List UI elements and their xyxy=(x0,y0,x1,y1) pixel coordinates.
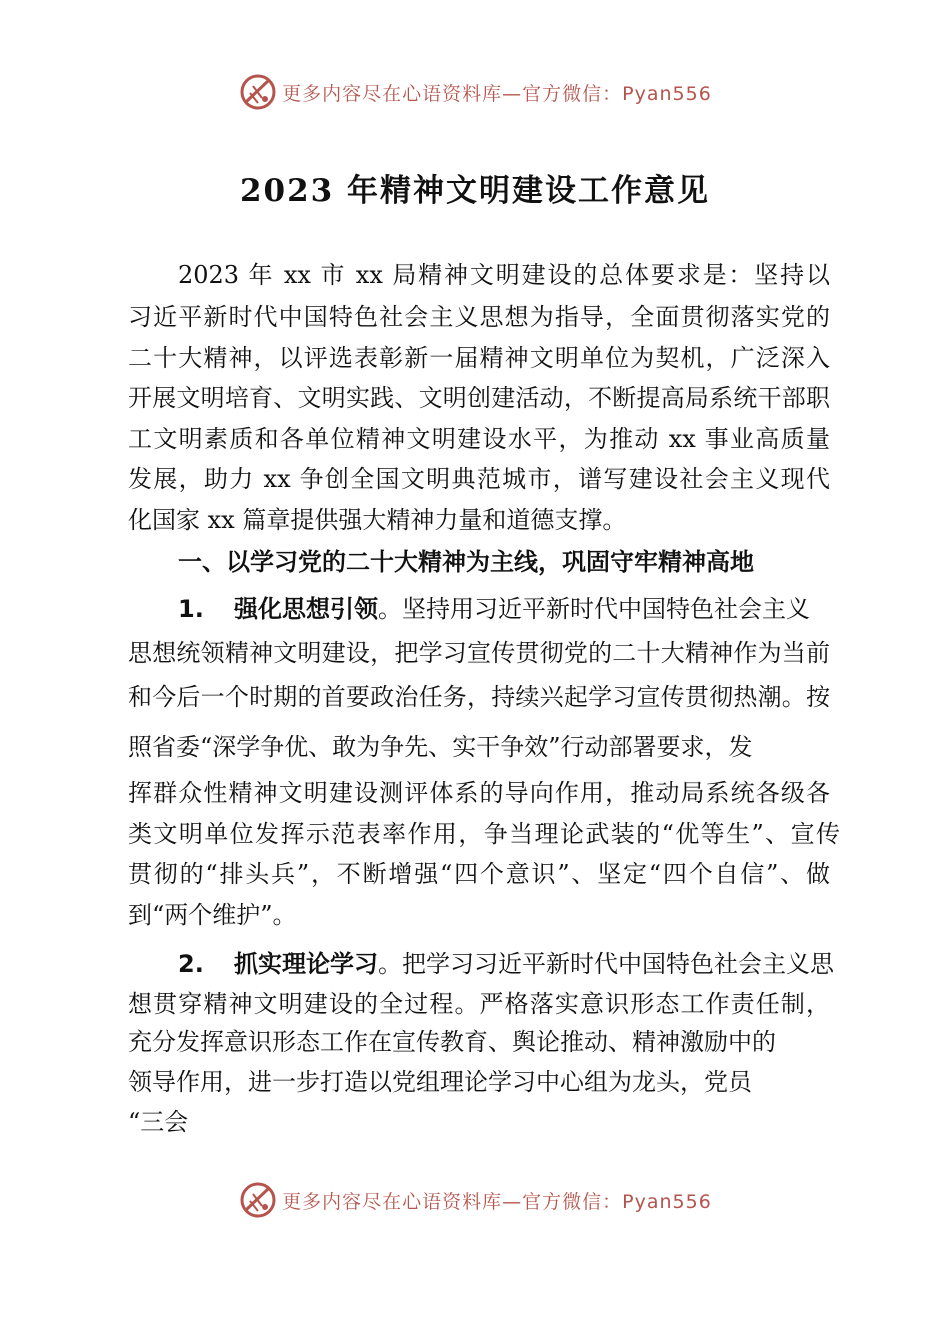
item-number: 2. xyxy=(178,950,204,978)
intro-line: 发展，助力 xx 争创全国文明典范城市，谱写建设社会主义现代 xyxy=(128,465,830,493)
document-title: 2023 年精神文明建设工作意见 xyxy=(239,173,711,209)
item-keyword: 强化思想引领 xyxy=(234,595,378,623)
intro-line: 习近平新时代中国特色社会主义思想为指导，全面贯彻落实党的 xyxy=(128,303,830,331)
item-keyword: 抓实理论学习 xyxy=(234,950,378,978)
intro-line: 工文明素质和各单位精神文明建设水平，为推动 xx 事业高质量 xyxy=(128,425,830,453)
body-line: 充分发挥意识形态工作在宣传教育、舆论推动、精神激励中的 xyxy=(128,1028,776,1056)
watermark-text: 更多内容尽在心语资料库—官方微信：Pyan556 xyxy=(282,82,712,105)
seal-logo-icon xyxy=(238,1180,278,1220)
section-heading: 一、以学习党的二十大精神为主线，巩固守牢精神高地 xyxy=(178,548,754,576)
item-text: 。坚持用习近平新时代中国特色社会主义 xyxy=(378,595,810,623)
body-line: 挥群众性精神文明建设测评体系的导向作用，推动局系统各级各 xyxy=(128,779,830,807)
intro-line: 化国家 xx 篇章提供强大精神力量和道德支撑。 xyxy=(128,506,627,534)
body-line: 照省委“深学争优、敢为争先、实干争效”行动部署要求，发 xyxy=(128,733,753,761)
item-text: 。把学习习近平新时代中国特色社会主义思 xyxy=(378,950,834,978)
body-line: 想贯穿精神文明建设的全过程。严格落实意识形态工作责任制， xyxy=(128,990,830,1018)
intro-line: 2023 年 xx 市 xx 局精神文明建设的总体要求是：坚持以 xyxy=(178,261,830,289)
body-line: “三会 xyxy=(128,1108,189,1136)
body-line: 贯彻的“排头兵”，不断增强“四个意识”、坚定“四个自信”、做 xyxy=(128,860,830,888)
body-line: 类文明单位发挥示范表率作用，争当理论武装的“优等生”、宣传 xyxy=(128,820,840,848)
body-line: 领导作用，进一步打造以党组理论学习中心组为龙头，党员 xyxy=(128,1068,752,1096)
item-2-first-line xyxy=(178,952,834,976)
item-number: 1. xyxy=(178,595,204,623)
body-line: 和今后一个时期的首要政治任务，持续兴起学习宣传贯彻热潮。按 xyxy=(128,683,830,711)
body-line: 到“两个维护”。 xyxy=(128,901,297,929)
intro-line: 二十大精神，以评选表彰新一届精神文明单位为契机，广泛深入 xyxy=(128,344,830,372)
header-watermark-banner xyxy=(0,70,950,114)
intro-line: 开展文明培育、文明实践、文明创建活动，不断提高局系统干部职 xyxy=(128,384,830,412)
seal-logo-icon xyxy=(238,72,278,112)
watermark-text: 更多内容尽在心语资料库—官方微信：Pyan556 xyxy=(282,1190,712,1213)
item-1-first-line xyxy=(178,597,810,621)
footer-watermark-banner xyxy=(0,1178,950,1222)
body-line: 思想统领精神文明建设，把学习宣传贯彻党的二十大精神作为当前 xyxy=(128,639,830,667)
